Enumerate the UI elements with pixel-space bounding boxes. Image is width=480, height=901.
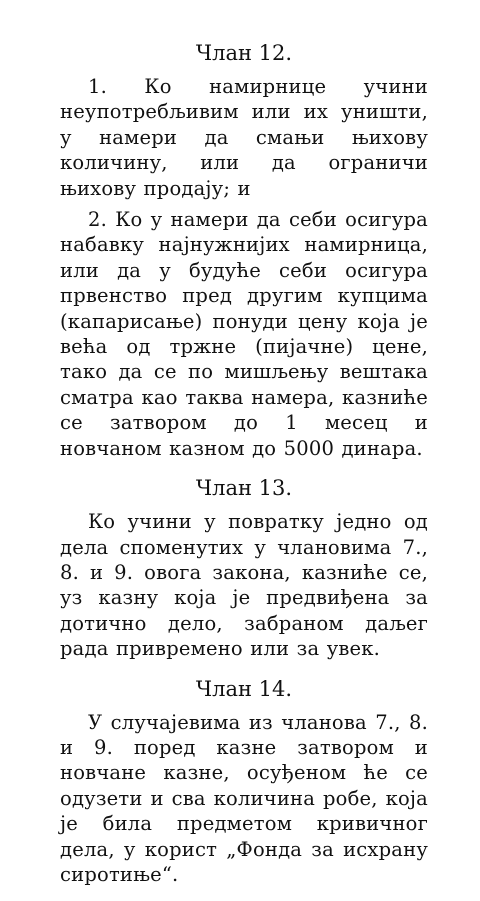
article-title: Члан 13. xyxy=(195,476,293,501)
article-paragraph: 2. Ко у намери да себи осигура набавку најнужнијих намирница, или да у будуће себи осигура првенство пред другим купцима (капарисање) понуди цену која је већа од тржне (пијачне) цене, тако да се по мишљењу вештака сматра као таква намера, казниће се затвором до 1 месец и новчаном казном до 5000 динара. xyxy=(60,208,428,460)
article-paragraph: У случајевима из чланова 7., 8. и 9. поред казне затвором и новчане казне, осуђеном ће се одузети и сва количина робе, која је била предметом кривичног дела, у корист „Фонда за исхрану сиротиње“. xyxy=(60,710,428,886)
article-paragraph: Ко учини у повратку једно од дела споменутих у члановима 7., 8. и 9. овога закона, казниће се, уз казну која је предвиђена за дотично дело, забраном даљег рада привремено или за увек. xyxy=(60,510,428,661)
article-paragraph: 1. Ко намирнице учини неупотребљивим или их уништи, у намери да смањи њихову количину, или да ограничи њихову продају; и xyxy=(60,75,428,200)
article-12 xyxy=(60,40,428,461)
article-14 xyxy=(60,676,428,888)
document-page xyxy=(60,40,428,901)
article-title: Члан 14. xyxy=(195,676,293,701)
article-title: Члан 12. xyxy=(195,41,293,65)
article-13 xyxy=(60,475,428,661)
